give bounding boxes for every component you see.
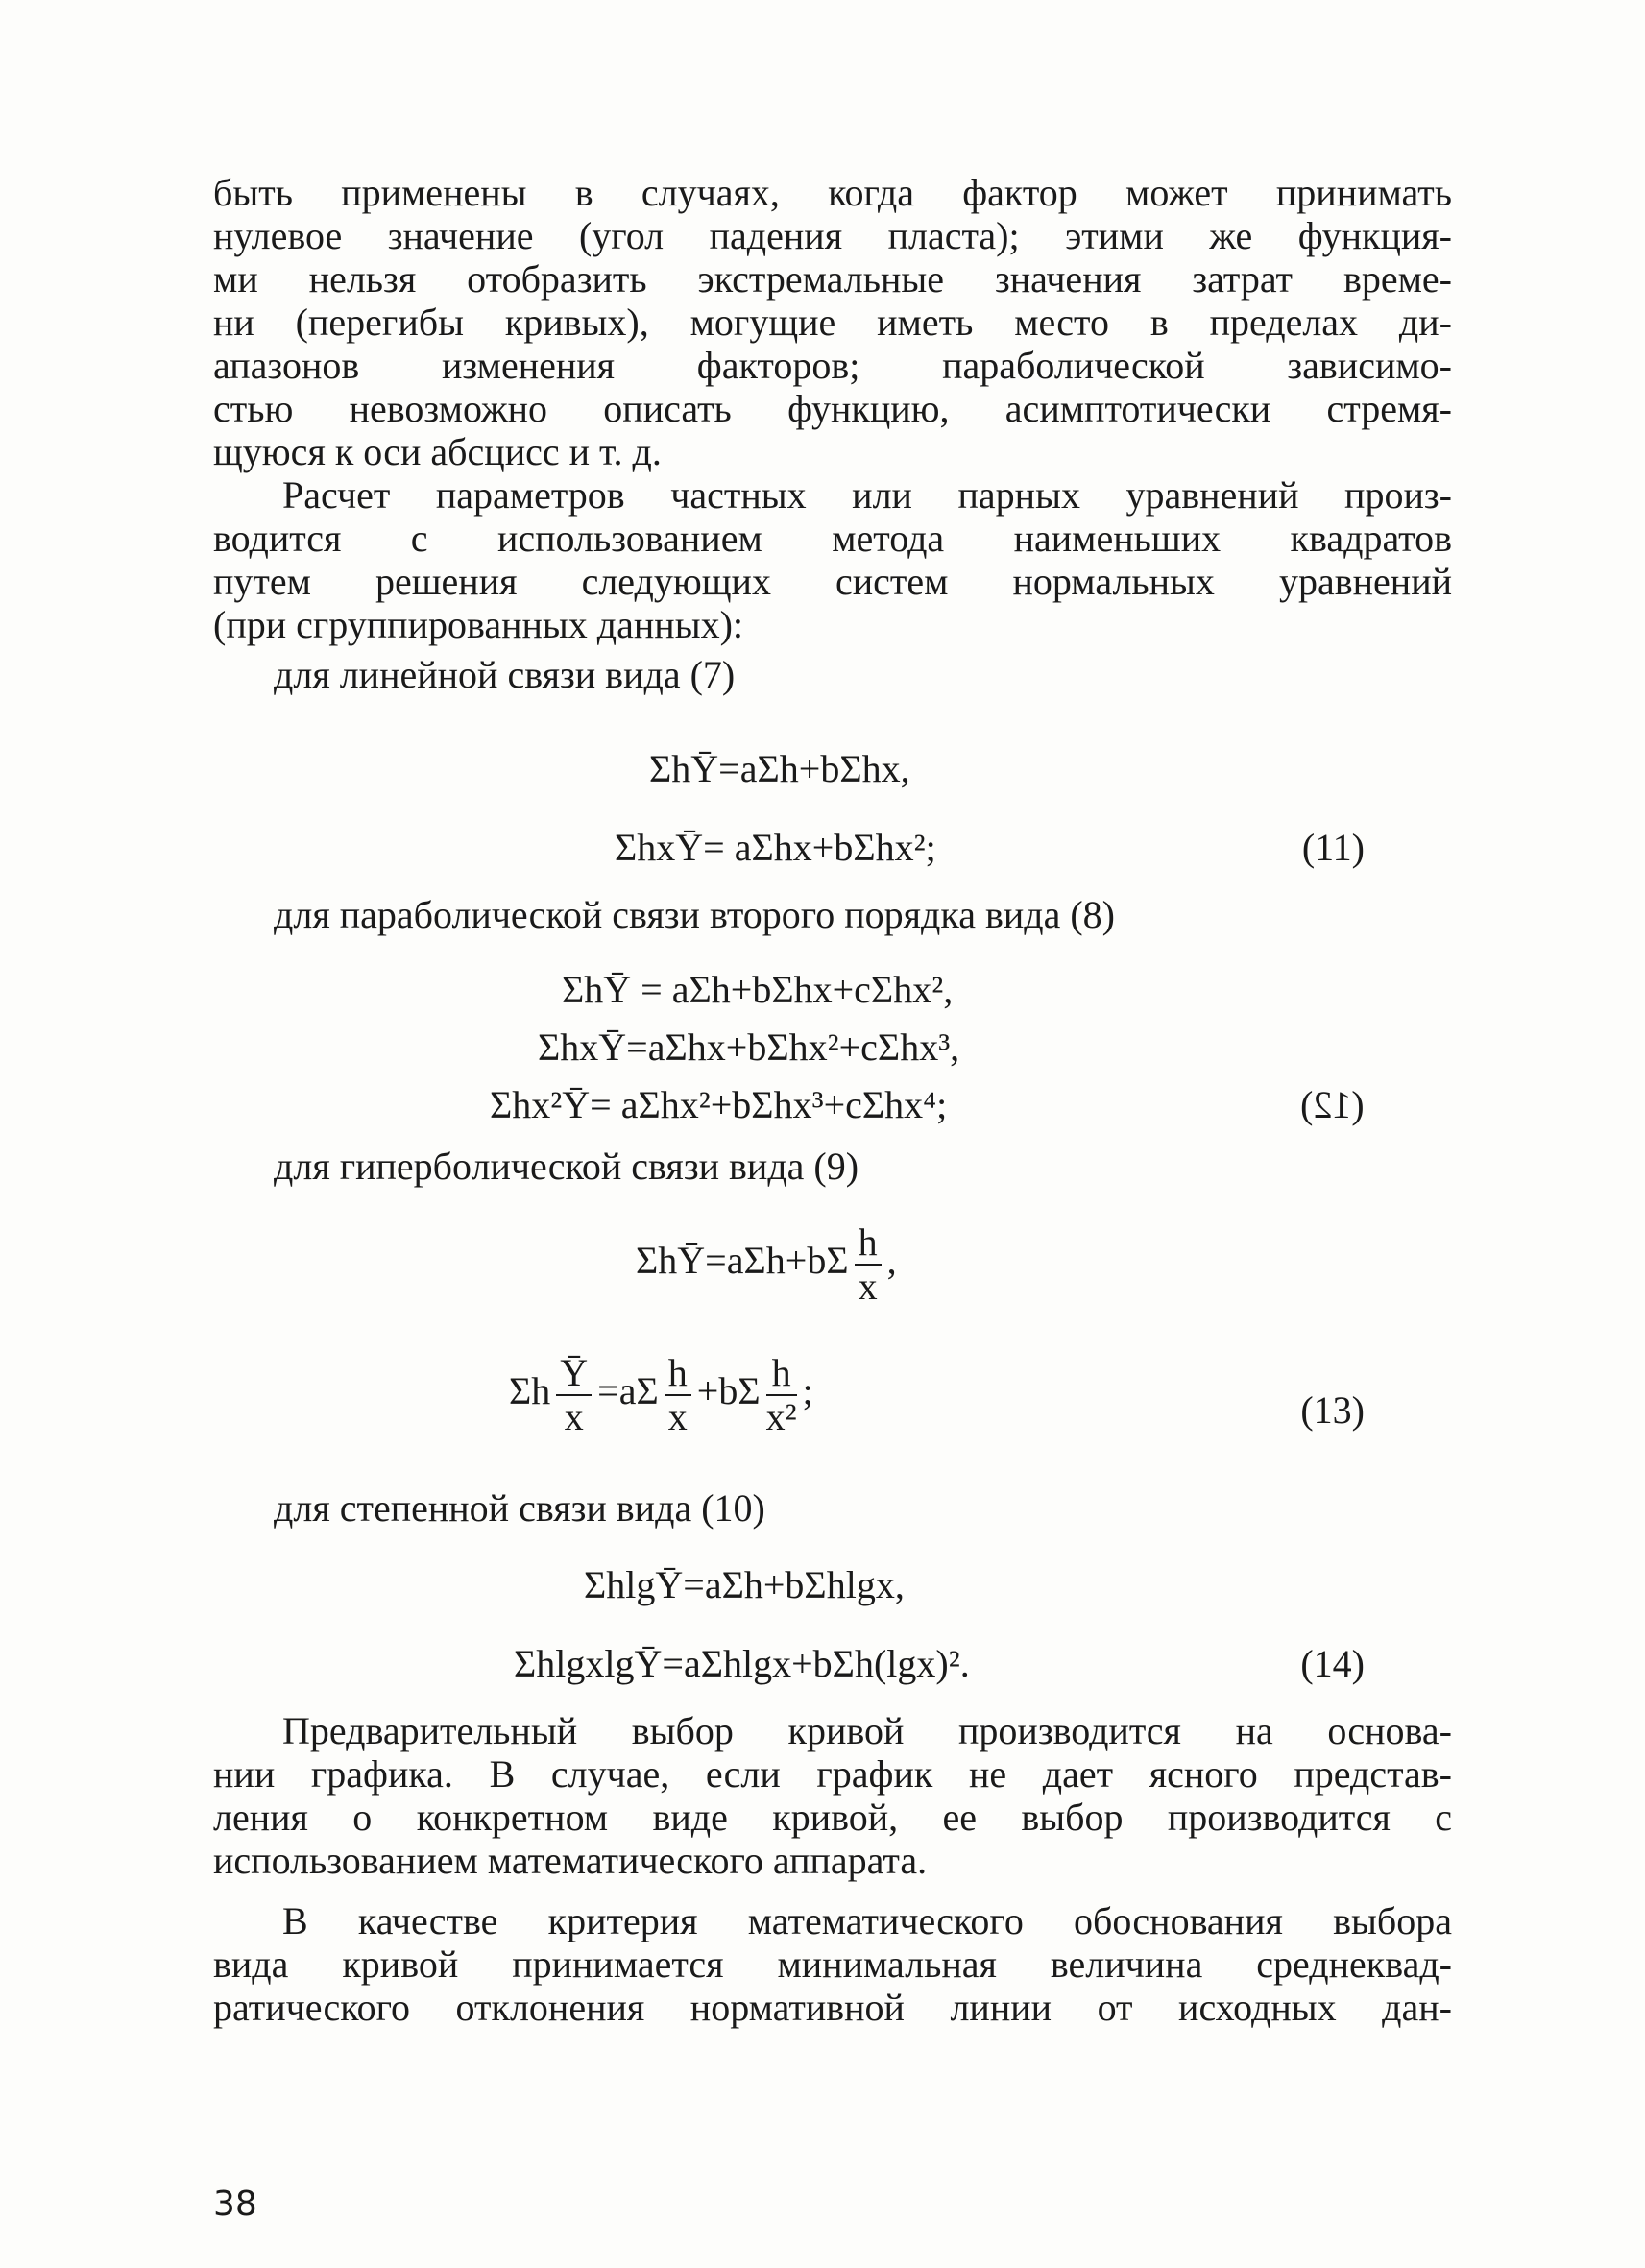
power-equation-2: ΣhlgxlgȲ=aΣhlgx+bΣh(lgx)². xyxy=(514,1642,970,1685)
hyperbolic-equation-2 xyxy=(509,1352,813,1438)
fraction xyxy=(556,1352,592,1438)
fraction-denominator: x² xyxy=(765,1395,797,1438)
paragraph-4 xyxy=(213,1899,1452,2029)
fraction-numerator: h xyxy=(855,1221,882,1266)
text-line: ми нельзя отобразить экстремальные значения затрат време- xyxy=(213,257,1452,301)
text-line: нулевое значение (угол падения пласта); этими же функция- xyxy=(213,214,1452,257)
linear-equation-1: ΣhȲ=aΣh+bΣhx, xyxy=(649,747,910,790)
text-line: ни (перегибы кривых), могущие иметь место в пределах ди- xyxy=(213,301,1452,344)
parabolic-equation-3: Σhx²Ȳ= aΣhx²+bΣhx³+cΣhx⁴; xyxy=(490,1083,948,1126)
text-line: (при сгруппированных данных): xyxy=(213,603,744,646)
text-line: В качестве критерия математического обоснования выбора xyxy=(282,1899,1452,1942)
paragraph-3 xyxy=(213,1709,1452,1882)
text-line: щуюся к оси абсцисс и т. д. xyxy=(213,430,662,473)
text-line: апазонов изменения факторов; параболической зависимо- xyxy=(213,344,1452,387)
fraction xyxy=(766,1352,797,1438)
hyperbolic-eq1-tail: , xyxy=(886,1239,897,1283)
fraction-numerator: h xyxy=(766,1352,797,1396)
text-line: водится с использованием метода наименьших квадратов xyxy=(213,517,1452,560)
parabolic-equation-2: ΣhxȲ=aΣhx+bΣhx²+cΣhx³, xyxy=(538,1025,960,1069)
equation-number-13: (13) xyxy=(1300,1388,1365,1432)
fraction xyxy=(855,1221,882,1308)
fraction-numerator: Ȳ xyxy=(556,1352,592,1396)
page-number: 38 xyxy=(213,2184,257,2224)
text-line: вида кривой принимается минимальная величина среднеквад- xyxy=(213,1942,1452,1986)
power-equation-1: ΣhlgȲ=aΣh+bΣhlgx, xyxy=(584,1563,905,1606)
parabolic-intro: для параболической связи второго порядка вида (8) xyxy=(274,893,1115,936)
hyperbolic-intro: для гиперболической связи вида (9) xyxy=(274,1145,859,1188)
hyperbolic-eq2-mid1: =aΣ xyxy=(597,1369,659,1413)
fraction-denominator: x xyxy=(667,1395,688,1438)
text-line: ратического отклонения нормативной линии от исходных дан- xyxy=(213,1986,1452,2029)
text-line: Предварительный выбор кривой производится на основа- xyxy=(282,1709,1452,1752)
linear-intro: для линейной связи вида (7) xyxy=(274,653,736,696)
equation-number-12 xyxy=(1300,1083,1365,1126)
fraction-denominator: x xyxy=(564,1395,584,1438)
text-line: ления о конкретном виде кривой, ее выбор производится с xyxy=(213,1796,1452,1839)
power-intro: для степенной связи вида (10) xyxy=(274,1486,765,1530)
equation-number-11: (11) xyxy=(1301,826,1365,869)
hyperbolic-eq2-left: Σh xyxy=(509,1369,551,1413)
text-line: стью невозможно описать функцию, асимптотически стремя- xyxy=(213,387,1452,430)
paragraph-1 xyxy=(213,171,1452,473)
fraction xyxy=(665,1352,691,1438)
hyperbolic-eq2-tail: ; xyxy=(802,1369,813,1413)
hyperbolic-eq1-left: ΣhȲ=aΣh+bΣ xyxy=(636,1239,849,1283)
text-line: путем решения следующих систем нормальных уравнений xyxy=(213,560,1452,603)
fraction-denominator: x xyxy=(858,1265,878,1308)
hyperbolic-equation-1 xyxy=(636,1221,897,1308)
paragraph-2 xyxy=(213,473,1452,646)
linear-equation-2: ΣhxȲ= aΣhx+bΣhx²; xyxy=(615,826,936,869)
equation-number-12-text: (12) xyxy=(1300,1083,1365,1126)
text-line: Расчет параметров частных или парных уравнений произ- xyxy=(282,473,1452,517)
text-line: быть применены в случаях, когда фактор может принимать xyxy=(213,171,1452,214)
text-line: нии графика. В случае, если график не дает ясного представ- xyxy=(213,1752,1452,1796)
equation-number-14: (14) xyxy=(1300,1642,1365,1685)
text-line: использованием математического аппарата. xyxy=(213,1839,928,1882)
fraction-numerator: h xyxy=(665,1352,691,1396)
parabolic-equation-1: ΣhȲ = aΣh+bΣhx+cΣhx², xyxy=(562,968,954,1011)
hyperbolic-eq2-mid2: +bΣ xyxy=(696,1369,761,1413)
